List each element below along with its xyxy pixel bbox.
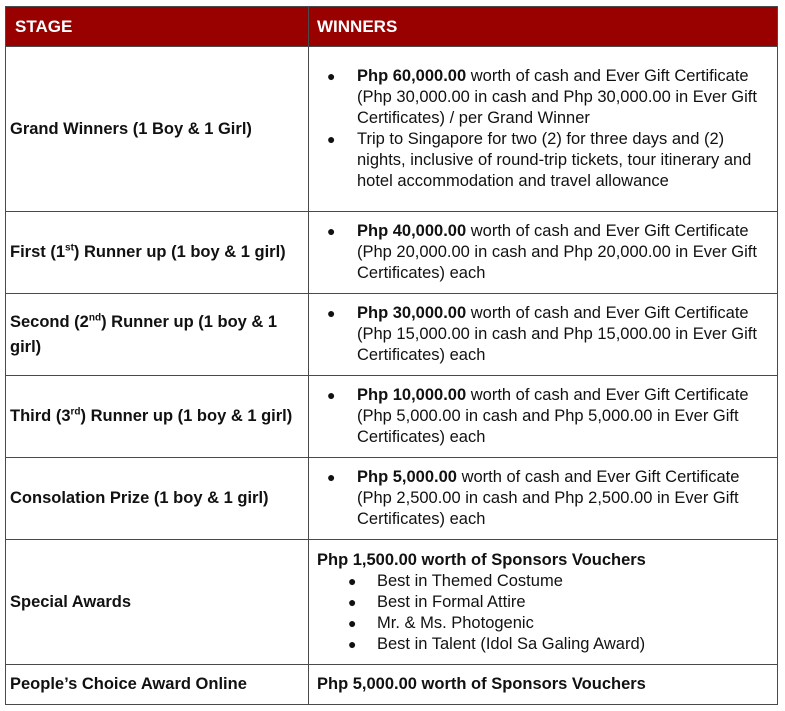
bullet-icon: ● <box>348 593 357 610</box>
stage-ordinal: nd <box>88 312 102 323</box>
prize-heading: Php 1,500.00 worth of Sponsors Vouchers <box>317 550 646 569</box>
prize-description: worth of cash and Ever Gift Certificate (Php 20,000.00 in cash and Php 20,000.00 in Ever Gift Certificates) each <box>357 222 757 282</box>
stage-cell: Special Awards <box>6 540 309 665</box>
winners-cell <box>309 376 778 458</box>
winners-cell <box>309 458 778 540</box>
prize-amount: Php 10,000.00 <box>357 386 467 404</box>
winners-cell <box>309 294 778 376</box>
table-row <box>6 212 778 294</box>
prize-description: worth of cash and Ever Gift Certificate (Php 15,000.00 in cash and Php 15,000.00 in Ever Gift Certificates) each <box>357 304 757 364</box>
bullet-icon: ● <box>348 635 357 652</box>
award-name: Best in Formal Attire <box>377 592 526 611</box>
stage-text: ) Runner up (1 boy & 1 girl) <box>10 312 278 356</box>
stage-cell: People’s Choice Award Online <box>6 665 309 705</box>
stage-cell: Grand Winners (1 Boy & 1 Girl) <box>6 47 309 212</box>
table-row <box>6 540 778 665</box>
table-row <box>6 376 778 458</box>
prize-heading: Php 5,000.00 worth of Sponsors Vouchers <box>317 675 646 693</box>
list-item <box>317 303 769 366</box>
prize-table <box>5 6 778 705</box>
winners-cell <box>309 540 778 665</box>
header-row <box>6 7 778 47</box>
stage-cell <box>6 212 309 294</box>
stage-text: Second (2 <box>10 312 89 331</box>
stage-cell <box>6 294 309 376</box>
list-item <box>317 221 769 284</box>
prize-amount: Php 40,000.00 <box>357 222 467 240</box>
prize-list <box>317 221 769 284</box>
list-item <box>317 467 769 530</box>
prize-list <box>317 66 769 192</box>
list-item <box>317 129 769 192</box>
stage-ordinal: st <box>65 242 74 254</box>
winners-cell <box>309 212 778 294</box>
table-row <box>6 294 778 376</box>
header-stage: STAGE <box>6 7 309 47</box>
stage-ordinal: rd <box>70 406 81 418</box>
bullet-icon: ● <box>348 572 357 589</box>
winners-cell <box>309 47 778 212</box>
bullet-icon: ● <box>327 131 336 147</box>
prize-amount: Php 5,000.00 <box>357 468 457 486</box>
stage-text: ) Runner up (1 boy & 1 girl) <box>73 243 286 261</box>
prize-list <box>317 467 769 530</box>
list-item <box>317 571 769 592</box>
stage-text: First (1 <box>10 243 66 261</box>
table-row <box>6 458 778 540</box>
list-item <box>317 613 769 634</box>
bullet-icon: ● <box>327 68 336 84</box>
bullet-icon: ● <box>327 305 336 321</box>
winners-cell <box>309 665 778 705</box>
stage-text: ) Runner up (1 boy & 1 girl) <box>80 407 293 425</box>
bullet-icon: ● <box>348 614 357 631</box>
list-item <box>317 385 769 448</box>
list-item <box>317 66 769 129</box>
award-name: Best in Talent (Idol Sa Galing Award) <box>377 634 646 653</box>
prize-list <box>317 303 769 366</box>
prize-description: worth of cash and Ever Gift Certificate (Php 2,500.00 in cash and Php 2,500.00 in Ever Gift Certificates) each <box>357 468 740 528</box>
prize-description: Trip to Singapore for two (2) for three days and (2) nights, inclusive of round-trip tickets, tour itinerary and hotel accommodation and travel allowance <box>357 130 752 190</box>
prize-description: worth of cash and Ever Gift Certificate (Php 5,000.00 in cash and Php 5,000.00 in Ever Gift Certificates) each <box>357 386 749 446</box>
bullet-icon: ● <box>327 387 336 403</box>
award-name: Mr. & Ms. Photogenic <box>377 613 534 632</box>
bullet-icon: ● <box>327 469 336 485</box>
stage-cell <box>6 376 309 458</box>
prize-list <box>317 385 769 448</box>
award-name: Best in Themed Costume <box>377 571 563 590</box>
header-winners: WINNERS <box>309 7 778 47</box>
prize-amount: Php 60,000.00 <box>357 67 467 85</box>
table-row <box>6 47 778 212</box>
list-item <box>317 634 769 655</box>
prize-description: worth of cash and Ever Gift Certificate (Php 30,000.00 in cash and Php 30,000.00 in Ever Gift Certificates) / per Grand Winner <box>357 67 757 127</box>
table-row <box>6 665 778 705</box>
award-list <box>317 571 769 655</box>
bullet-icon: ● <box>327 223 336 239</box>
prize-amount: Php 30,000.00 <box>357 304 467 322</box>
stage-text: Third (3 <box>10 407 71 425</box>
list-item <box>317 592 769 613</box>
stage-cell: Consolation Prize (1 boy & 1 girl) <box>6 458 309 540</box>
